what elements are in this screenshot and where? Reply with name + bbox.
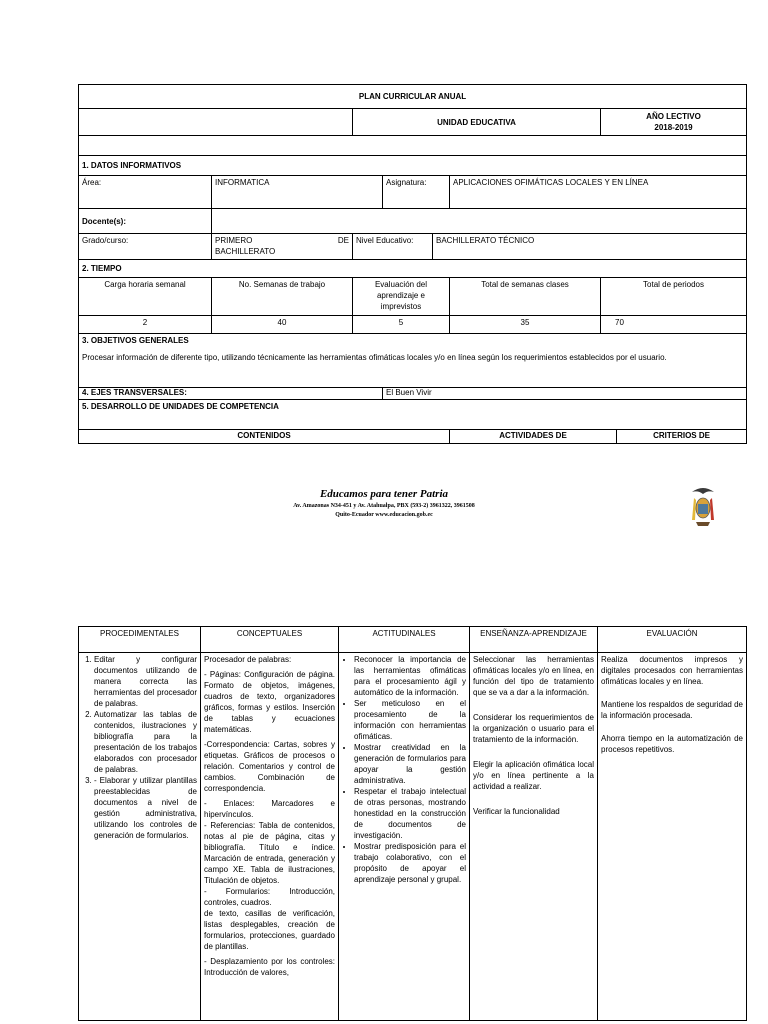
section-objetivos: 3. OBJETIVOS GENERALES [82,336,189,345]
list-item: Considerar los requerimientos de la organización o usuario para el tratamiento de la información. [473,713,594,744]
list-item: Elegir la aplicación ofimática local y/o en línea pertinente a la actividad a realizar. [473,760,594,791]
section-datos: 1. DATOS INFORMATIVOS [79,156,747,176]
school-year [601,109,747,136]
year-value: 2018-2019 [654,123,693,132]
procedimentales-cell [79,653,201,1021]
docente-label: Docente(s): [79,209,212,234]
list-item: Procesador de palabras: [204,655,292,664]
list-item: de texto, casillas de verificación, listas desplegables, creación de formularios, protecciones, guardado de plantillas. [204,909,335,951]
list-item: • Mostrar creatividad en la generación de formularios para apoyar la gestión administrativa. [354,742,466,786]
evaluacion-cell [598,653,747,1021]
area-label: Área: [79,176,212,209]
list-item: • Mostrar predisposición para el trabajo colaborativo, con el propósito de apoyar el aprendizaje personal y grupal. [354,841,466,885]
grado-value-b: BACHILLERATO [215,247,276,256]
tiempo-header-periodos: Total de periodos [601,278,747,316]
spacer-row [79,136,747,156]
list-item: Ahorra tiempo en la automatización de procesos repetitivos. [601,734,743,754]
asignatura-label: Asignatura: [383,176,450,209]
tiempo-header-evaluacion: Evaluación del aprendizaje e imprevistos [353,278,450,316]
competencias-table [78,626,747,1021]
tiempo-header-carga: Carga horaria semanal [79,278,212,316]
list-item: • Reconocer la importancia de las herramientas ofimáticas para el procesamiento ágil y automático de la información. [354,654,466,698]
docente-value [212,209,747,234]
conceptuales-cell [201,653,339,1021]
list-item: Verificar la funcionalidad [473,807,560,816]
header-actividades: ACTIVIDADES DE [450,430,617,444]
grado-value-de: DE [337,236,349,245]
objetivos-text: Procesar información de diferente tipo, utilizando técnicamente las herramientas ofimáticas locales y/o en línea según los requerimientos establecidos por el usuario. [82,353,667,362]
header-conceptuales: CONCEPTUALES [201,627,339,653]
list-item: 1. Editar y configurar documentos utilizando de manera correcta las herramientas del procesador de palabras. [94,654,197,709]
list-item: - Desplazamiento por los controles: Introducción de valores, [204,957,335,977]
list-item: Seleccionar las herramientas ofimáticas locales y/o en línea, en función del tipo de tratamiento que se va a dar a la información. [473,655,594,697]
area-value: INFORMATICA [212,176,383,209]
nivel-value: BACHILLERATO TÉCNICO [433,234,747,260]
header-criterios: CRITERIOS DE [617,430,747,444]
list-item: - Páginas: Configuración de página. Formato de objetos, imágenes, cuadros de texto, organizadores gráficos, formas y estilos. Inserción de tablas y ecuaciones matemáticas. [204,670,335,734]
tiempo-value-periodos: 70 [601,316,747,334]
institution-name: UNIDAD EDUCATIVA [353,109,601,136]
objetivos-cell [79,334,747,388]
list-item: • Ser meticuloso en el procesamiento de la información con herramientas ofimáticas. [354,698,466,742]
list-item: • Respetar el trabajo intelectual de otras personas, mostrando honestidad en la construcción de documentos de investigación. [354,786,466,841]
tiempo-value-total-semanas: 35 [450,316,601,334]
section-tiempo: 2. TIEMPO [79,260,747,278]
tiempo-header-total-semanas: Total de semanas clases [450,278,601,316]
header-evaluacion: EVALUACIÓN [598,627,747,653]
list-item: Mantiene los respaldos de seguridad de la información procesada. [601,700,743,720]
list-item: -Correspondencia: Cartas, sobres y etiquetas. Gráficos de procesos o relación. Comentarios y control de cambios. Combinación de correspondencia. [204,740,335,793]
blank-cell [79,109,353,136]
footer-city: Quito-Ecuador www.educacion.gob.ec [335,512,433,518]
list-item: - Formularios: Introducción, controles, cuadros. [204,887,335,907]
header-contenidos: CONTENIDOS [79,430,450,444]
year-label: AÑO LECTIVO [646,112,701,121]
section-ejes: 4. EJES TRANSVERSALES: [79,388,383,400]
tiempo-value-carga: 2 [79,316,212,334]
ecuador-coat-of-arms-icon [686,484,720,528]
footer-slogan: Educamos para tener Patria [319,488,449,500]
section-desarrollo: 5. DESARROLLO DE UNIDADES DE COMPETENCIA [79,400,747,430]
actitudinales-cell [339,653,470,1021]
grado-value [212,234,353,260]
asignatura-value: APLICACIONES OFIMÁTICAS LOCALES Y EN LÍNEA [450,176,747,209]
list-item: - Referencias: Tabla de contenidos, notas al pie de página, citas y bibliografía. Título e índice. Marcación de entrada, generación y campo XE. Tabla de ilustraciones, Titulación de objetos. [204,821,335,885]
list-item: Realiza documentos impresos y digitales procesados con herramientas ofimáticas locales y en línea. [601,655,743,686]
tiempo-value-semanas: 40 [212,316,353,334]
header-actitudinales: ACTITUDINALES [339,627,470,653]
header-ensenanza: ENSEÑANZA-APRENDIZAJE [470,627,598,653]
header-procedimentales: PROCEDIMENTALES [79,627,201,653]
grado-value-a: PRIMERO [215,236,253,245]
nivel-label: Nivel Educativo: [353,234,433,260]
plan-title: PLAN CURRICULAR ANUAL [79,85,747,109]
list-item: 3. - Elaborar y utilizar plantillas preestablecidas de documentos a nivel de gestión administrativa, utilizando los controles de generación de formularios. [94,775,197,841]
footer-address: Av. Amazonas N34-451 y Av. Atahualpa, PBX (593-2) 3961322, 3961508 [293,503,475,509]
list-item: 2. Automatizar las tablas de contenidos, ilustraciones y bibliografía para la presentación de los trabajos elaborados con procesador de palabras. [94,709,197,775]
tiempo-value-evaluacion: 5 [353,316,450,334]
ensenanza-cell [470,653,598,1021]
ejes-value: El Buen Vivir [383,388,747,400]
plan-curricular-table [78,84,747,444]
tiempo-header-semanas: No. Semanas de trabajo [212,278,353,316]
grado-label: Grado/curso: [79,234,212,260]
list-item: - Enlaces: Marcadores e hipervínculos. [204,799,335,819]
